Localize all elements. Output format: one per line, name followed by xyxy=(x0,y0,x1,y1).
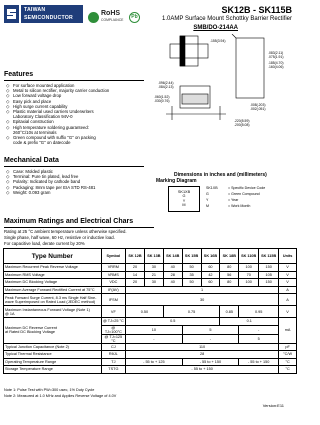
list-item: ◇ Low forward voltage drop xyxy=(6,93,109,98)
ratings-table xyxy=(3,248,297,374)
marking-legend-row: G = Green Compound xyxy=(206,192,260,196)
list-item: ◇ Weight: 0.093 gram xyxy=(6,190,95,195)
list-item: ◇ Case: Molded plastic xyxy=(6,169,95,174)
dim-label: .030(0.76) xyxy=(154,99,170,103)
features-list xyxy=(6,83,109,145)
dim-label: .083(2.11) xyxy=(268,51,284,55)
table-row: Maximum Recurrent Peak Reverse Voltage VRRM 20 30 40 50 60 80 100 150 V xyxy=(4,264,297,272)
table-header: SK 16B xyxy=(201,249,220,264)
package-name: SMB/DO-214AA xyxy=(193,25,238,31)
dim-label: .160(4.06) xyxy=(268,65,284,69)
ratings-note: Rating at 25 °C ambient temperature unless otherwise specified. xyxy=(4,229,127,234)
dim-label: .200(5.08) xyxy=(234,123,250,127)
logo-text: TAIWAN SEMICONDUCTOR xyxy=(21,5,83,23)
list-item: ◇ Easy pick and place xyxy=(6,99,109,104)
table-row: Peak Forward Surge Current, 8.3 ms Single Half Sine- wave Superimposed on Rated Load (JEDEC method) IFSM 30 A xyxy=(4,294,297,306)
list-item-cont: Laboratory Classification 94V-0 xyxy=(13,114,73,120)
page-subtitle: 1.0AMP Surface Mount Schottky Barrier Rectifier xyxy=(162,16,292,22)
list-item: ◇ Polarity: Indicated by cathode band xyxy=(6,179,95,184)
table-header: SK 15B xyxy=(182,249,201,264)
list-item: ◇ Epitaxial construction xyxy=(6,119,109,124)
list-item: ◇ Metal to silicon rectifier, majority carrier conduction xyxy=(6,88,109,93)
table-header: SK 13B xyxy=(144,249,163,264)
dim-label: .155(3.94) xyxy=(210,39,226,43)
list-item: ◇ Plastic material used carriers Underwriters xyxy=(6,109,109,114)
table-header: Symbol xyxy=(101,249,125,264)
page-title: SK12B - SK115B xyxy=(221,5,292,15)
ratings-note: For capacitive load, derate current by 20% xyxy=(4,241,85,246)
list-item: ◇ High surge current capability xyxy=(6,104,109,109)
list-item: ◇ Packaging: 8mm tape per EIA STD RS-481 xyxy=(6,185,95,190)
dim-label: .008(.203) xyxy=(250,103,266,107)
table-header: SK 18B xyxy=(220,249,239,264)
table-row: Maximum DC Blocking Voltage VDC 20 30 40 50 60 80 100 150 V xyxy=(4,279,297,287)
dim-label: .220(5.59) xyxy=(234,119,250,123)
list-item: ◇ Green compound with suffix "G" on packing xyxy=(6,135,109,140)
company-logo xyxy=(4,4,84,26)
rohs-sub-label: COMPLIANCE xyxy=(101,18,124,22)
dim-label: .075(1.91) xyxy=(268,55,284,59)
pb-free-icon: Pb xyxy=(129,12,140,23)
marking-legend-row: M = Work Month xyxy=(206,204,251,208)
version-label: Version:E11 xyxy=(262,403,284,408)
features-divider xyxy=(4,80,144,81)
dim-label: .096(2.44) xyxy=(158,81,174,85)
table-header: Type Number xyxy=(4,249,102,264)
dim-label: .002(.051) xyxy=(250,107,266,111)
dim-label: .060(1.52) xyxy=(154,95,170,99)
table-header: SK 115B xyxy=(259,249,279,264)
footnote-2: Note 2: Measured at 1.0 MHz and Applies Reverse Voltage of 4.0V xyxy=(4,394,117,398)
table-header-row xyxy=(4,249,297,264)
ratings-heading: Maximum Ratings and Electrical Chars xyxy=(4,218,134,225)
table-header: SK 110B xyxy=(239,249,259,264)
footnote-1: Note 1: Pulse Test with PW=300 usec, 1% Duty Cycle xyxy=(4,388,95,392)
table-header: Units xyxy=(279,249,297,264)
marking-legend-row: SK1XB = Specific Device Code xyxy=(206,186,266,190)
marking-diagram-box: SK1XB G Y M xyxy=(168,186,200,212)
rohs-label: RoHS xyxy=(101,10,121,17)
mechanical-heading: Mechanical Data xyxy=(4,157,59,164)
table-row: Typical Junction Capacitance (Note 2) CJ 110 pF xyxy=(4,343,297,351)
table-row: Maximum Instantaneous Forward Voltage (Note 1) @ 1A VF 0.50 0.75 0.85 0.95 V xyxy=(4,306,297,318)
dim-label: .185(4.70) xyxy=(268,61,284,65)
table-row: Maximum DC Reverse Current at Rated DC Blocking Voltage @ TJ=25 °C 0.5 0.1 mA xyxy=(4,318,297,326)
list-item: ◇ Terminal: Pure tin plated, lead free xyxy=(6,174,95,179)
table-row: Storage Temperature Range TSTG - 55 to + 150 °C xyxy=(4,366,297,374)
mechanical-divider xyxy=(4,166,144,167)
mechanical-list xyxy=(6,169,95,195)
marking-heading: Marking Diagram xyxy=(156,178,197,184)
dim-label: .084(2.13) xyxy=(158,85,174,89)
ratings-divider xyxy=(4,227,154,228)
ratings-note: Single phase, half wave, 60 Hz, resistive or inductive load. xyxy=(4,235,115,240)
features-heading: Features xyxy=(4,71,34,78)
table-row: Typical Thermal Resistance RθJL 28 °C/W xyxy=(4,351,297,359)
table-row: Maximum Average Forward Rectified Current at 75°C IF(AV) 1 A xyxy=(4,286,297,294)
logo-mark-icon xyxy=(4,5,19,23)
package-outline-drawing xyxy=(150,34,296,132)
table-row: @ TJ=100°C 10 5 - xyxy=(4,325,297,334)
list-item-cont: 260°C/10s at terminals xyxy=(13,129,57,135)
list-item-cont: code & prefix "G" on datecode xyxy=(13,140,71,146)
dimensions-caption: Dimensions in inches and (millimeters) xyxy=(174,172,267,178)
table-header: SK 14B xyxy=(163,249,182,264)
table-row: Operating Temperature Range TJ - 55 to + 125 - 55 to + 150 - 55 to + 150 °C xyxy=(4,358,297,366)
list-item: ◇ For surface mounted application xyxy=(6,83,109,88)
rohs-leaf-icon xyxy=(88,12,99,23)
list-item: ◇ High temperature soldering guaranteed: xyxy=(6,125,109,130)
table-row: Maximum RMS Voltage VRMS 14 21 28 35 42 56 70 105 V xyxy=(4,271,297,279)
table-header: SK 12B xyxy=(126,249,145,264)
table-row: @ TJ=125 °C - - 5 xyxy=(4,334,297,343)
marking-legend-row: Y = Year xyxy=(206,198,239,202)
